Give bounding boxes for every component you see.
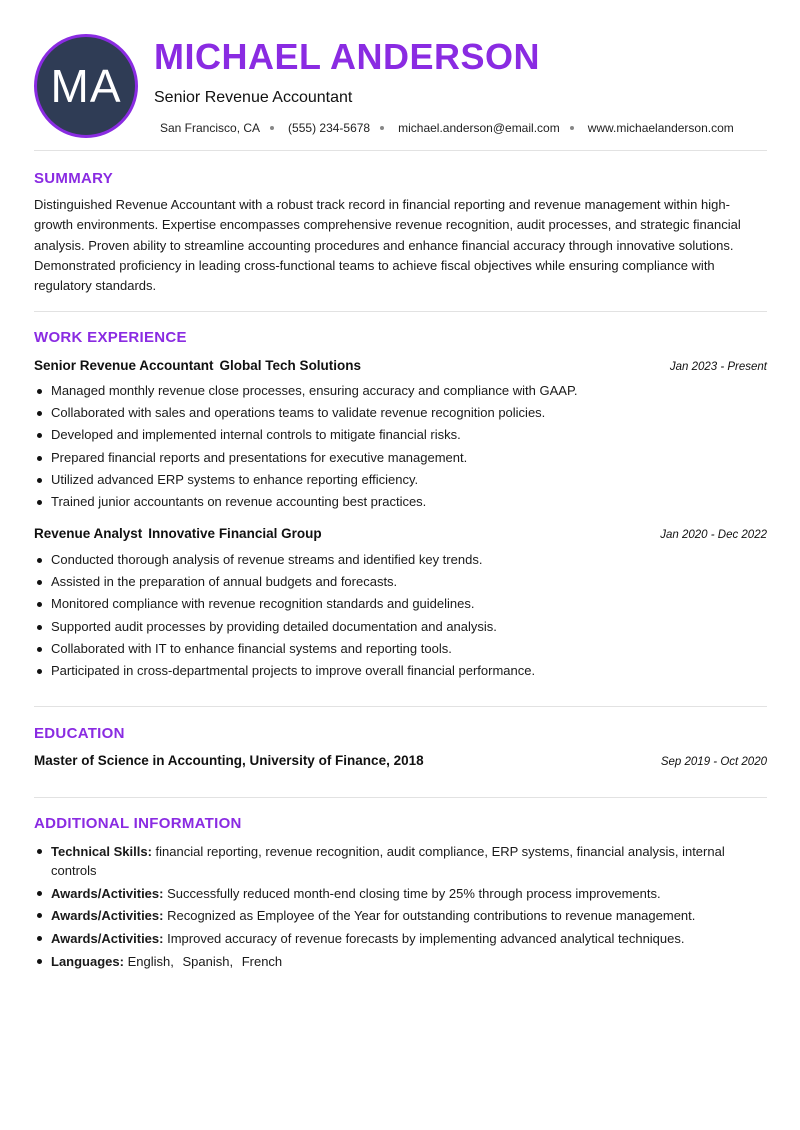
info-label: Awards/Activities: xyxy=(51,885,164,901)
candidate-role: Senior Revenue Accountant xyxy=(154,89,353,106)
contact-phone: (555) 234-5678 xyxy=(288,121,371,135)
list-item: Collaborated with IT to enhance financial systems and reporting tools. xyxy=(34,638,767,660)
job-header xyxy=(34,526,767,541)
list-item: Participated in cross-departmental projects to improve overall financial performance. xyxy=(34,660,767,682)
list-item xyxy=(34,929,767,948)
contact-location: San Francisco, CA xyxy=(160,121,261,135)
divider xyxy=(34,311,767,312)
list-item: Trained junior accountants on revenue accounting best practices. xyxy=(34,491,767,513)
info-text: Successfully reduced month-end closing time by 25% through process improvements. xyxy=(167,885,661,901)
job-bullets xyxy=(34,380,767,513)
info-label: Awards/Activities: xyxy=(51,908,164,923)
list-item xyxy=(34,842,767,880)
summary-heading: SUMMARY xyxy=(34,170,114,187)
languages-label: Languages: xyxy=(51,953,124,969)
language: English, xyxy=(127,953,174,969)
contact-email[interactable]: michael.anderson@email.com xyxy=(398,121,560,135)
summary-text: Distinguished Revenue Accountant with a robust track record in financial reporting and revenue management within high-growth environments. Expertise encompasses comprehensive revenue recognition, audit processes, and strategic financial analysis. Proven ability to streamline accounting procedures and enhance financial accuracy through innovative solutions. Demonstrated proficiency in leading cross-functional teams to achieve fiscal objectives while ensuring compliance with regulatory standards. xyxy=(34,197,741,294)
job-title-line xyxy=(34,526,322,541)
separator-dot xyxy=(270,126,274,130)
info-text: financial reporting, revenue recognition, audit compliance, ERP systems, financial analysis, internal controls xyxy=(51,844,725,878)
job-dates: Jan 2023 - Present xyxy=(669,361,767,373)
contact-line xyxy=(160,121,734,135)
list-item: Assisted in the preparation of annual budgets and forecasts. xyxy=(34,571,767,593)
job-dates: Jan 2020 - Dec 2022 xyxy=(660,529,767,541)
info-text: Recognized as Employee of the Year for outstanding contributions to revenue management. xyxy=(167,908,696,923)
list-item: Prepared financial reports and presentations for executive management. xyxy=(34,447,767,469)
info-text: Improved accuracy of revenue forecasts by implementing advanced analytical techniques. xyxy=(167,930,685,946)
list-item xyxy=(34,884,767,903)
job-bullets xyxy=(34,549,767,682)
job-title: Revenue Analyst xyxy=(34,526,143,541)
info-label: Technical Skills: xyxy=(51,844,152,859)
list-item: Utilized advanced ERP systems to enhance reporting efficiency. xyxy=(34,469,767,491)
list-item: Monitored compliance with revenue recognition standards and guidelines. xyxy=(34,593,767,615)
job-company: Global Tech Solutions xyxy=(219,358,362,373)
education-heading: EDUCATION xyxy=(34,725,125,742)
job-header xyxy=(34,358,767,373)
separator-dot xyxy=(380,126,384,130)
education-entry xyxy=(34,753,767,768)
education-degree: Master of Science in Accounting, University of Finance, 2018 xyxy=(34,753,424,768)
avatar xyxy=(34,34,138,138)
job-title-line xyxy=(34,358,361,373)
separator-dot xyxy=(570,126,574,130)
additional-info-heading: ADDITIONAL INFORMATION xyxy=(34,815,242,832)
candidate-name: MICHAEL ANDERSON xyxy=(154,36,541,77)
list-item: Conducted thorough analysis of revenue streams and identified key trends. xyxy=(34,549,767,571)
avatar-initials: MA xyxy=(50,60,122,112)
divider xyxy=(34,797,767,798)
job-title: Senior Revenue Accountant xyxy=(34,358,214,373)
list-item xyxy=(34,906,767,925)
education-dates: Sep 2019 - Oct 2020 xyxy=(660,756,767,768)
language: French xyxy=(241,953,283,969)
divider xyxy=(34,150,767,151)
info-label: Awards/Activities: xyxy=(51,930,164,946)
list-item: Developed and implemented internal controls to mitigate financial risks. xyxy=(34,424,767,446)
additional-info-list xyxy=(34,842,767,974)
divider xyxy=(34,706,767,707)
list-item: Supported audit processes by providing detailed documentation and analysis. xyxy=(34,616,767,638)
language: Spanish, xyxy=(182,953,234,969)
languages-item xyxy=(34,952,767,971)
list-item: Managed monthly revenue close processes, ensuring accuracy and compliance with GAAP. xyxy=(34,380,767,402)
list-item: Collaborated with sales and operations teams to validate revenue recognition policies. xyxy=(34,402,767,424)
contact-website[interactable]: www.michaelanderson.com xyxy=(587,121,734,135)
work-experience-heading: WORK EXPERIENCE xyxy=(34,329,187,346)
job-company: Innovative Financial Group xyxy=(148,526,322,541)
